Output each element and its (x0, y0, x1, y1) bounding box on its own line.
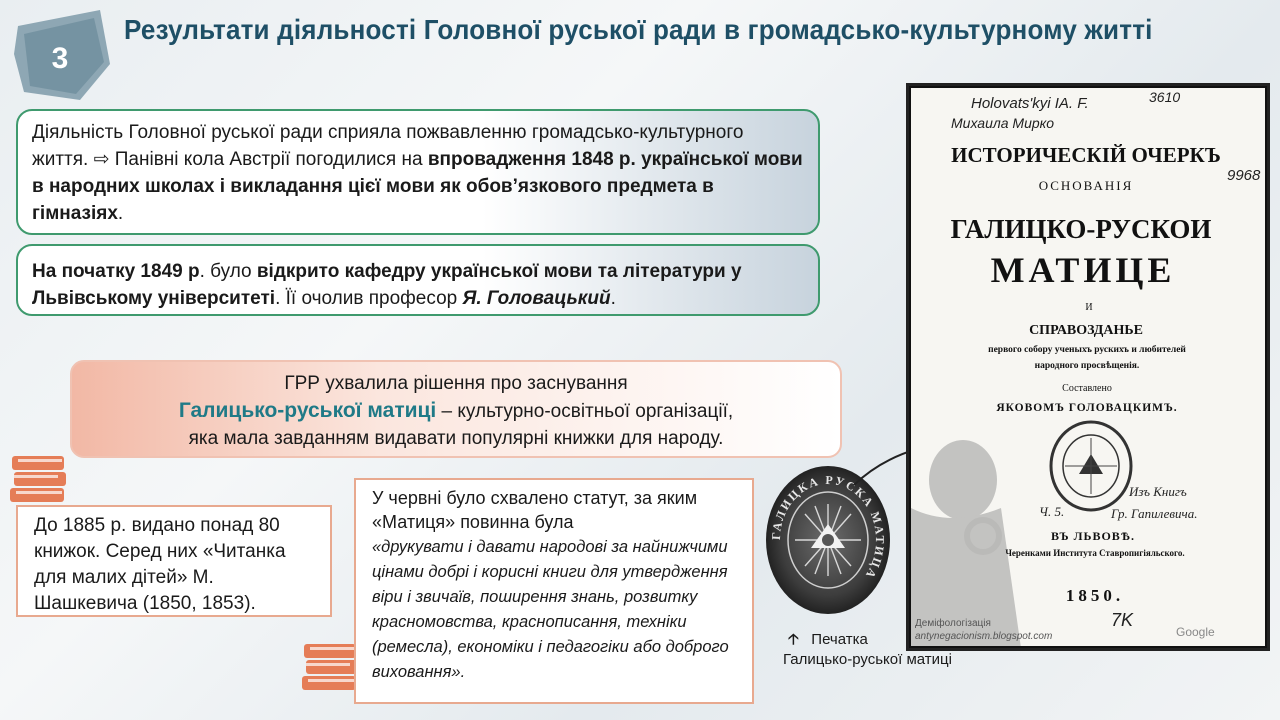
book-stamp-icon (1051, 422, 1131, 510)
book-line: МАТИЦЕ (990, 250, 1176, 290)
book-line: ГАЛИЦКО-РУСКОИ (950, 214, 1212, 244)
bold-text: відкрито кафедру української мови та літератури у Львівському університеті (32, 261, 742, 309)
book-line: Черенками Института Ставропигіяльского. (1005, 548, 1185, 558)
info-box-publications: До 1885 р. видано понад 80 книжок. Серед них «Читанка для малих дітей» М. Шашкевича (1850, 1853). (16, 505, 332, 617)
arrow-icon: ⇨ (93, 149, 110, 170)
text: – культурно-освітньої організації, (436, 401, 734, 422)
watermark: Деміфологізація (915, 618, 991, 629)
matytsia-name: Галицько-руської матиці (178, 399, 437, 422)
google-watermark: Google (1176, 625, 1215, 639)
professor-name: Я. Головацький (462, 288, 611, 309)
section-number: 3 (51, 42, 69, 75)
page-title: Результати діяльності Головної руської ради в громадсько-культурному житті (124, 14, 1153, 45)
text: У червні було схвалено статут, за яким «Матиця» повинна була (372, 488, 698, 532)
info-box-language (16, 109, 820, 235)
book-line: ЯКОВОМЪ ГОЛОВАЦКИМЪ. (996, 402, 1178, 414)
bold-text: На початку 1849 р (32, 261, 200, 282)
book-line: И (1085, 302, 1093, 313)
seal-caption (783, 630, 993, 670)
svg-text:7K: 7K (1111, 610, 1134, 630)
info-box-matytsia (70, 360, 842, 458)
text: . було (199, 261, 257, 282)
book-line: ОСНОВАНІЯ (1038, 178, 1134, 193)
silhouette-icon (911, 440, 1021, 648)
book-line: СПРАВОЗДАНЬЕ (1029, 323, 1143, 338)
book-line: ВЪ ЛЬВОВѢ. (1051, 529, 1135, 543)
info-box-statute (354, 478, 754, 704)
books-icon (298, 636, 362, 700)
book-line: первого собору ученыхъ рускихъ и любителей (988, 345, 1186, 355)
statute-quote: «друкувати і давати народові за найнижчими цінами добрі і корисні книги для утвердження віри і звичаїв, поширення знань, розвитку красномовства, краснописання, техніки (ремесла), економіки і педагогіки або доброго виховання» (372, 538, 729, 681)
handwriting: 3610 (1149, 89, 1181, 105)
text: Діяльність Головної руської ради сприяла пожвавленню громадсько-культурного життя. (32, 122, 744, 170)
text: Панівні кола Австрії погодилися на (109, 149, 428, 170)
handwriting: Михаила Мирко (951, 115, 1055, 131)
text: . Її очолив професор (275, 288, 463, 309)
info-box-department (16, 244, 820, 316)
bold-text: впровадження 1848 р. української мови в народних школах і викладання цієї мови як обов’язкового предмета в гімназіях (32, 149, 803, 224)
svg-text:Ч. 5.: Ч. 5. (1039, 504, 1065, 519)
book-line: 1850. (1065, 586, 1125, 605)
text: . (610, 288, 616, 309)
book-line: Составлено (1062, 383, 1112, 394)
caption-line: Печатка (811, 631, 868, 648)
svg-text:Изъ Книгъ: Изъ Книгъ (1129, 484, 1187, 499)
text: ГРР ухвалила рішення про заснування (284, 373, 628, 394)
book-page-svg (911, 88, 1267, 648)
handwriting: Holovats'kyi IA. F. (971, 95, 1089, 112)
text: . (460, 663, 466, 681)
seal-text: ГАЛИЦКА РУСКА МАТИЦА (768, 472, 888, 583)
handwriting: 9968 (1227, 167, 1261, 184)
caption-line: Галицько-руської матиці (783, 651, 952, 668)
books-icon (6, 448, 70, 512)
book-line: ИСТОРИЧЕСКІЙ ОЧЕРКЪ (951, 143, 1221, 167)
book-title-page-image (909, 86, 1267, 648)
watermark: antynegacionism.blogspot.com (915, 631, 1053, 642)
book-line: народного просвѣщенія. (1034, 361, 1140, 371)
section-number-badge (10, 4, 115, 104)
svg-text:Гр. Гапилевича.: Гр. Гапилевича. (1111, 506, 1198, 521)
text: . (117, 203, 124, 224)
arrow-up-icon: 🡡 (788, 631, 799, 648)
text: яка мала завданням видавати популярні книжки для народу. (188, 428, 724, 449)
